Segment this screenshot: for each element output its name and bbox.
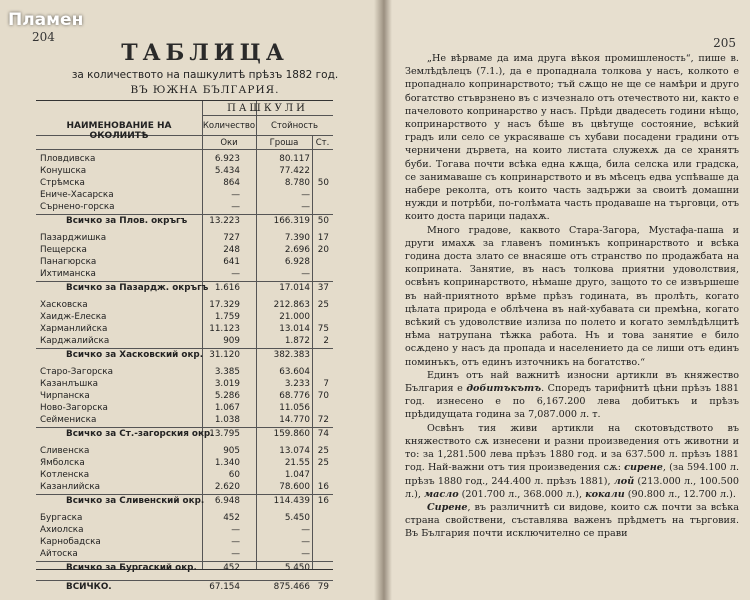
table-row [36, 457, 333, 469]
value-cell: — [301, 202, 310, 212]
value-cell: 5.450 [284, 513, 310, 523]
stotinki-cell: 16 [317, 496, 329, 506]
table-row [36, 189, 333, 201]
table-row [36, 390, 333, 402]
stotinki-cell: 79 [317, 582, 329, 592]
value-cell: 77.422 [279, 166, 310, 176]
value-cell: 212.863 [273, 300, 310, 310]
table-row [36, 536, 333, 548]
district-name: Сеймениска [40, 415, 97, 425]
quantity-cell: 5.434 [214, 166, 240, 176]
district-name: Всичко за Ст.-загорския окр. [66, 429, 214, 439]
district-name: ВСИЧКО. [66, 582, 112, 592]
table-row [36, 414, 333, 426]
stotinki-cell: 50 [317, 178, 329, 188]
district-name: Карджалийска [40, 336, 110, 346]
district-name: Всичко за Сливенский окр. [66, 496, 205, 506]
stotinki-cell: 16 [317, 482, 329, 492]
unit-value: Гроша [269, 138, 299, 148]
table-row [36, 548, 333, 560]
stotinki-cell: 25 [317, 446, 329, 456]
table-row [36, 201, 333, 213]
quantity-cell: 641 [223, 257, 240, 267]
value-cell: 875.466 [273, 582, 310, 592]
value-cell: 1.047 [284, 470, 310, 480]
text-run: , (за 594.100 л. прѣзъ 1880 год., 244.400 л. прѣзъ 1881), [405, 462, 739, 487]
quantity-cell: 17.329 [209, 300, 240, 310]
col-qty-header: Количество [202, 121, 256, 131]
value-cell: 114.439 [273, 496, 310, 506]
total-row [36, 215, 333, 227]
value-cell: 7.390 [284, 233, 310, 243]
district-name: Старо-Загорска [40, 367, 113, 377]
value-cell: 21.55 [284, 458, 310, 468]
table-row [36, 366, 333, 378]
table-subtitle: за количеството на пашкулитѣ прѣзъ 1882 год. [71, 69, 339, 81]
value-cell: — [301, 269, 310, 279]
stotinki-cell: 7 [323, 379, 329, 389]
district-name: Стрѣмска [40, 178, 85, 188]
table-row [36, 268, 333, 280]
watermark-label: Пламен [8, 10, 84, 30]
value-cell: — [301, 549, 310, 559]
quantity-cell: 248 [223, 245, 240, 255]
left-page-number: 204 [32, 30, 55, 44]
paragraph: „Не вѣрваме да има друга вѣкоя промишленость“, пише в. Землѣдѣлецъ (7.1.), да е пропаднала толкова у насъ, колкото е пропаднало копринарството; тъй сѫщо не ще се намѣри и друго богатство стъврзнено въ с изчезнало отъ отечеството ни, както е пачеловото копринарство у насъ. Прѣди двадесеть години нѣщо, копринарството у насъ бѣше въ цвѣтуще состояние, всѣкий градъ или село се украсяваше съ хубави посадени градини отъ черничени дървета, на които листата служехѫ да се хранятъ буби. Тогава почти всѣка една кѫща, била селска или градска, се занимаваше съ копринарството и въ мѣсецъ едва успѣваше да набере реколта, отъ които часть задържи за своитѣ домашни нужди и потрѣби, по-голѣмата часть продаваше на търговци, отъ които доста парици падахѫ. [405, 53, 739, 223]
district-name: Ямболска [40, 458, 85, 468]
paragraph [405, 422, 739, 501]
unit-st: Ст. [315, 138, 330, 148]
table-row [36, 244, 333, 256]
emphasis: Сирене [427, 501, 468, 513]
value-cell: 2.696 [284, 245, 310, 255]
quantity-cell: 905 [223, 446, 240, 456]
quantity-cell: 67.154 [209, 582, 240, 592]
table-row [36, 469, 333, 481]
stotinki-cell: 74 [317, 429, 329, 439]
table-row [36, 153, 333, 165]
value-cell: — [301, 537, 310, 547]
quantity-cell: — [231, 190, 240, 200]
stotinki-cell: 70 [317, 391, 329, 401]
total-row [36, 349, 333, 361]
district-name: Хаидж-Елеска [40, 312, 107, 322]
stotinki-cell: 17 [317, 233, 329, 243]
district-name: Хасковска [40, 300, 88, 310]
value-cell: 166.319 [273, 216, 310, 226]
value-cell: 1.872 [284, 336, 310, 346]
total-divider [36, 281, 333, 282]
value-cell: 382.383 [273, 350, 310, 360]
value-cell: 159.860 [273, 429, 310, 439]
table-row [36, 323, 333, 335]
district-name: Всичко за Хасковский окр. [66, 350, 204, 360]
value-cell: 13.014 [279, 324, 310, 334]
district-name: Всичко за Пазардж. окръгъ [66, 283, 209, 293]
table-row [36, 512, 333, 524]
stotinki-cell: 25 [317, 300, 329, 310]
text-run: Единъ отъ най важнитѣ износни артикли въ княжество България е [405, 369, 739, 395]
text-run: (201.700 л., 368.000 л.), [458, 488, 586, 500]
total-row [36, 495, 333, 507]
quantity-cell: 5.286 [214, 391, 240, 401]
quantity-cell: 11.123 [209, 324, 240, 334]
col-value-header: Стойность [270, 121, 318, 131]
quantity-cell: — [231, 202, 240, 212]
district-name: Харманлийска [40, 324, 108, 334]
district-name: Чирпанска [40, 391, 90, 401]
value-cell: — [301, 190, 310, 200]
district-name: Бургаска [40, 513, 83, 523]
table-row [36, 177, 333, 189]
unit-qty: Оки [220, 138, 238, 148]
quantity-cell: 1.759 [214, 312, 240, 322]
quantity-cell: 6.923 [214, 154, 240, 164]
district-name: Ахиолска [40, 525, 84, 535]
total-divider [36, 214, 333, 215]
total-divider [36, 580, 333, 581]
stotinki-cell: 75 [317, 324, 329, 334]
quantity-cell: 3.385 [214, 367, 240, 377]
table-row [36, 232, 333, 244]
emphasis: лой [613, 475, 635, 487]
emphasis: сирене [624, 462, 663, 474]
quantity-cell: 909 [223, 336, 240, 346]
stotinki-cell: 25 [317, 458, 329, 468]
right-page-number: 205 [713, 36, 736, 50]
value-cell: 11.056 [279, 403, 310, 413]
value-cell: 21.000 [279, 312, 310, 322]
quantity-cell: 864 [223, 178, 240, 188]
total-row [36, 581, 333, 593]
district-name: Сливенска [40, 446, 90, 456]
total-row [36, 282, 333, 294]
total-row [36, 428, 333, 440]
stotinki-cell: 2 [323, 336, 329, 346]
quantity-cell: 31.120 [209, 350, 240, 360]
stotinki-cell: 72 [317, 415, 329, 425]
value-cell: 3.233 [284, 379, 310, 389]
table-row [36, 256, 333, 268]
text-run: . Споредъ тарифнитѣ цѣни прѣзъ 1881 год. изнесено е по 6,167.200 лева добитъкъ и прѣзъ прѣдидущата година за 7,087.000 л. т. [405, 383, 739, 421]
table-row [36, 524, 333, 536]
value-cell: 8.780 [284, 178, 310, 188]
table-row [36, 299, 333, 311]
value-cell: 80.117 [279, 154, 310, 164]
value-cell: 5.450 [284, 563, 310, 573]
district-name: Ихтиманска [40, 269, 96, 279]
district-name: Конушска [40, 166, 87, 176]
article-text [405, 52, 739, 541]
emphasis: масло [424, 488, 459, 500]
value-cell: 17.014 [279, 283, 310, 293]
quantity-cell: 3.019 [214, 379, 240, 389]
value-cell: 68.776 [279, 391, 310, 401]
district-name: Пловдивска [40, 154, 96, 164]
value-cell: 78.600 [279, 482, 310, 492]
quantity-cell: 60 [228, 470, 240, 480]
table-title: ТАБЛИЦА [121, 40, 289, 66]
quantity-cell: 1.067 [214, 403, 240, 413]
district-name: Карнобадска [40, 537, 101, 547]
divider [36, 149, 333, 150]
col-name-header: НАИМЕНОВАНИЕ НА ОКОЛИИТѢ [66, 121, 172, 141]
total-divider [36, 427, 333, 428]
total-divider [36, 561, 333, 562]
district-name: Всичко за Бургаский окр. [66, 563, 197, 573]
district-name: Котленска [40, 470, 90, 480]
value-cell: 14.770 [279, 415, 310, 425]
paragraph [405, 369, 739, 422]
value-cell: — [301, 525, 310, 535]
quantity-cell: 1.340 [214, 458, 240, 468]
text-run: (213.000 л., 100.500 л.), [405, 475, 739, 500]
paragraph [405, 501, 739, 541]
table-row [36, 445, 333, 457]
group-header: ПАШКУЛИ [227, 103, 308, 114]
quantity-cell: — [231, 537, 240, 547]
book-gutter [374, 0, 392, 600]
quantity-cell: — [231, 269, 240, 279]
divider [202, 115, 333, 116]
district-name: Казанлийска [40, 482, 101, 492]
right-page [383, 0, 750, 600]
district-name: Пазарджишка [40, 233, 107, 243]
value-cell: 13.074 [279, 446, 310, 456]
text-run: , въ различнитѣ си видове, които сѫ почти за всѣка страна свойствени, съставлява важенъ прѣдметъ на търговия. Въ България почти исключително се прави [405, 501, 739, 540]
district-name: Айтоска [40, 549, 78, 559]
district-name: Ениче-Хасарска [40, 190, 114, 200]
stotinki-cell: 50 [317, 216, 329, 226]
quantity-cell: 727 [223, 233, 240, 243]
quantity-cell: — [231, 549, 240, 559]
total-divider [36, 494, 333, 495]
table-row [36, 378, 333, 390]
quantity-cell: 1.616 [214, 283, 240, 293]
district-name: Пещерска [40, 245, 87, 255]
district-name: Ново-Загорска [40, 403, 108, 413]
silk-cocoon-table [36, 100, 333, 592]
paragraph: Много градове, каквото Стара-Загора, Мустафа-паша и други имахѫ за главенъ поминъкъ копринарството и всѣка година доста злато се внасяше отъ странство по продажбата на коприната. Занятие, въ насъ толкова приятни удоволствия, освѣнъ копринарството, нѣмаше друго, защото то се извършеше въ най-приятното врѣме прѣзъ годината, въ пролѣть, когато цѣлата природа е облѣчена въ най-хубавата си премѣна, когато всѣкий съ удоволствие излиза по полето и когато землѣдѣлцитѣ нѣма натрупана тѣжка работа. Нъ и това занятие е било осѫдено у насъ да пропада и населението да се лиши отъ единъ поминъкъ, отъ единъ източникъ на богатство.“ [405, 224, 739, 368]
district-name: Казанлъшка [40, 379, 99, 389]
emphasis: кокали [585, 488, 625, 500]
quantity-cell: 6.948 [214, 496, 240, 506]
quantity-cell: 452 [223, 513, 240, 523]
quantity-cell: 452 [223, 563, 240, 573]
table-row [36, 311, 333, 323]
total-divider [36, 348, 333, 349]
district-name: Всичко за Плов. окръгъ [66, 216, 188, 226]
value-cell: 63.604 [279, 367, 310, 377]
quantity-cell: 1.038 [214, 415, 240, 425]
stotinki-cell: 20 [317, 245, 329, 255]
value-cell: 6.928 [284, 257, 310, 267]
text-run: (90.800 л., 12.700 л.). [624, 488, 736, 500]
stotinki-cell: 37 [317, 283, 329, 293]
table-row [36, 481, 333, 493]
text-run: Освѣнъ тия живи артикли на скотовъдството въ княжеството сѫ изнесени и разни произведения отъ животни и то: за 1,281.500 лева прѣзъ 1880 год. и за 637.500 л. прѣзъ 1881 год. Най-важни отъ тия произведения сѫ: [405, 422, 739, 474]
emphasis: добитъкътъ [466, 383, 542, 395]
quantity-cell: 13.223 [209, 216, 240, 226]
table-row [36, 335, 333, 347]
district-name: Сърнено-горска [40, 202, 115, 212]
table-row [36, 165, 333, 177]
district-name: Панагюрска [40, 257, 97, 267]
table-region: ВЪ ЮЖНА БЪЛГАРИЯ. [130, 84, 280, 96]
total-row [36, 562, 333, 574]
quantity-cell: 13.795 [209, 429, 240, 439]
quantity-cell: — [231, 525, 240, 535]
quantity-cell: 2.620 [214, 482, 240, 492]
table-row [36, 402, 333, 414]
